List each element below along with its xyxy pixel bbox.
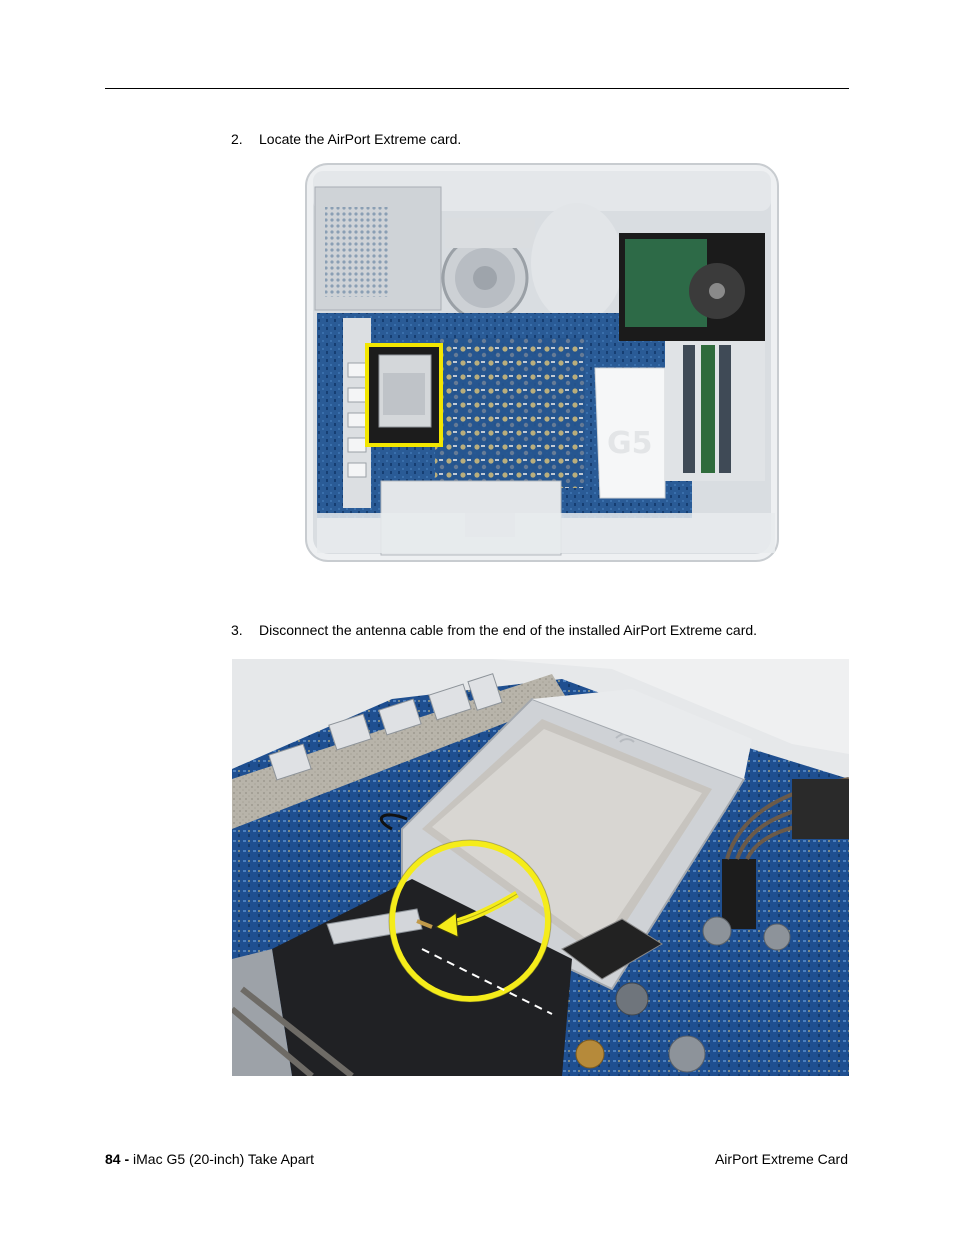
step-3-number: 3.: [231, 622, 243, 638]
footer-section: AirPort Extreme Card: [714, 1151, 848, 1167]
document-title: iMac G5 (20-inch) Take Apart: [133, 1151, 315, 1167]
airport-card-closeup-photo: [232, 659, 849, 1076]
footer-left: [105, 1151, 314, 1168]
page-number: 84 -: [105, 1151, 130, 1167]
step-2-number: 2.: [231, 131, 243, 147]
step-2-text: Locate the AirPort Extreme card.: [259, 131, 462, 147]
header-rule: [105, 88, 849, 89]
g5-badge: G5: [607, 426, 653, 461]
imac-interior-photo: [305, 163, 779, 562]
step-3-text: Disconnect the antenna cable from the end of the installed AirPort Extreme card.: [259, 622, 758, 638]
